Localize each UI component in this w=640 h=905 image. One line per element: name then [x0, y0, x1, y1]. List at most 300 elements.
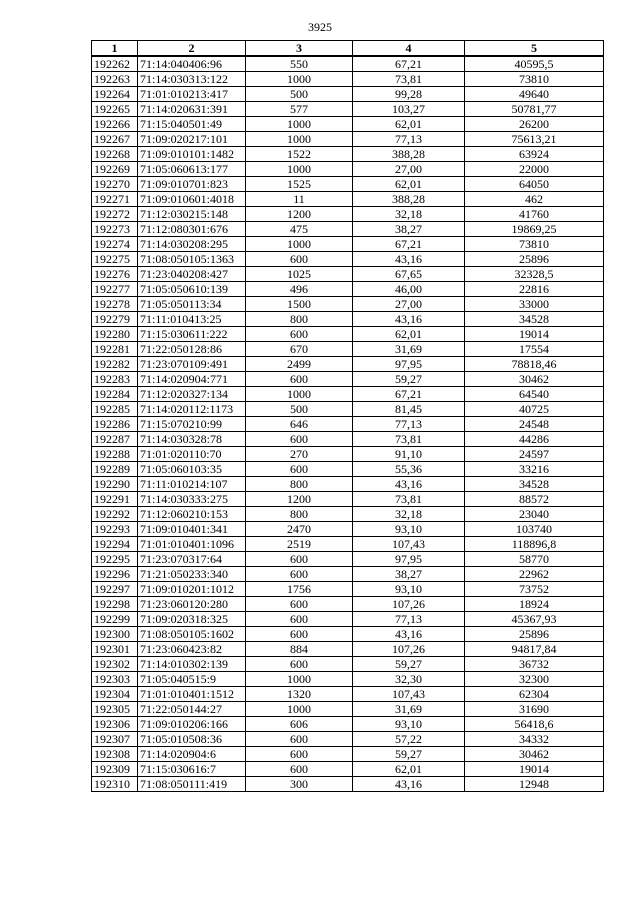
row-number-cell: 192279 [92, 312, 138, 327]
table-row [92, 507, 604, 522]
table-row [92, 477, 604, 492]
amount-cell: 58770 [465, 552, 604, 567]
row-number-cell: 192282 [92, 357, 138, 372]
amount-cell: 19014 [465, 327, 604, 342]
cadastral-number-cell: 71:01:010401:1096 [138, 537, 246, 552]
row-number-cell: 192297 [92, 582, 138, 597]
amount-cell: 19014 [465, 762, 604, 777]
cadastral-number-cell: 71:05:010508:36 [138, 732, 246, 747]
amount-cell: 31690 [465, 702, 604, 717]
area-cell: 600 [246, 552, 353, 567]
table-row [92, 237, 604, 252]
rate-cell: 55,36 [353, 462, 465, 477]
table-row [92, 687, 604, 702]
table-row [92, 447, 604, 462]
row-number-cell: 192300 [92, 627, 138, 642]
rate-cell: 107,26 [353, 642, 465, 657]
cadastral-number-cell: 71:14:020112:1173 [138, 402, 246, 417]
table-row [92, 612, 604, 627]
cadastral-number-cell: 71:09:010601:4018 [138, 192, 246, 207]
table-row [92, 342, 604, 357]
table-row [92, 417, 604, 432]
table-row [92, 207, 604, 222]
amount-cell: 22962 [465, 567, 604, 582]
row-number-cell: 192275 [92, 252, 138, 267]
row-number-cell: 192304 [92, 687, 138, 702]
row-number-cell: 192281 [92, 342, 138, 357]
row-number-cell: 192307 [92, 732, 138, 747]
table-row [92, 327, 604, 342]
area-cell: 600 [246, 612, 353, 627]
rate-cell: 43,16 [353, 627, 465, 642]
row-number-cell: 192284 [92, 387, 138, 402]
rate-cell: 91,10 [353, 447, 465, 462]
area-cell: 300 [246, 777, 353, 792]
amount-cell: 462 [465, 192, 604, 207]
amount-cell: 41760 [465, 207, 604, 222]
area-cell: 1000 [246, 72, 353, 87]
table-row [92, 56, 604, 72]
row-number-cell: 192309 [92, 762, 138, 777]
cadastral-number-cell: 71:15:070210:99 [138, 417, 246, 432]
row-number-cell: 192286 [92, 417, 138, 432]
rate-cell: 388,28 [353, 147, 465, 162]
amount-cell: 73810 [465, 237, 604, 252]
column-header-1: 1 [92, 41, 138, 57]
table-row [92, 222, 604, 237]
amount-cell: 34528 [465, 477, 604, 492]
table-row [92, 177, 604, 192]
rate-cell: 77,13 [353, 612, 465, 627]
area-cell: 496 [246, 282, 353, 297]
rate-cell: 27,00 [353, 297, 465, 312]
rate-cell: 107,43 [353, 537, 465, 552]
rate-cell: 38,27 [353, 222, 465, 237]
rate-cell: 67,21 [353, 387, 465, 402]
cadastral-number-cell: 71:08:050111:419 [138, 777, 246, 792]
rate-cell: 59,27 [353, 372, 465, 387]
cadastral-number-cell: 71:05:060613:177 [138, 162, 246, 177]
area-cell: 1756 [246, 582, 353, 597]
cadastral-number-cell: 71:09:010101:1482 [138, 147, 246, 162]
area-cell: 1000 [246, 702, 353, 717]
amount-cell: 49640 [465, 87, 604, 102]
amount-cell: 40725 [465, 402, 604, 417]
row-number-cell: 192273 [92, 222, 138, 237]
table-row [92, 627, 604, 642]
cadastral-number-cell: 71:14:030333:275 [138, 492, 246, 507]
amount-cell: 34528 [465, 312, 604, 327]
cadastral-number-cell: 71:22:050128:86 [138, 342, 246, 357]
table-row [92, 702, 604, 717]
cadastral-number-cell: 71:09:010206:166 [138, 717, 246, 732]
column-header-5: 5 [465, 41, 604, 57]
rate-cell: 62,01 [353, 177, 465, 192]
cadastral-number-cell: 71:05:060103:35 [138, 462, 246, 477]
amount-cell: 94817,84 [465, 642, 604, 657]
amount-cell: 22000 [465, 162, 604, 177]
amount-cell: 78818,46 [465, 357, 604, 372]
amount-cell: 22816 [465, 282, 604, 297]
cadastral-number-cell: 71:15:040501:49 [138, 117, 246, 132]
area-cell: 600 [246, 657, 353, 672]
table-row [92, 282, 604, 297]
table-row [92, 747, 604, 762]
page-number: 3925 [308, 20, 332, 34]
area-cell: 600 [246, 597, 353, 612]
cadastral-number-cell: 71:09:010201:1012 [138, 582, 246, 597]
rate-cell: 73,81 [353, 72, 465, 87]
table-row [92, 537, 604, 552]
amount-cell: 25896 [465, 627, 604, 642]
cadastral-number-cell: 71:12:080301:676 [138, 222, 246, 237]
cadastral-number-cell: 71:21:050233:340 [138, 567, 246, 582]
row-number-cell: 192265 [92, 102, 138, 117]
rate-cell: 107,26 [353, 597, 465, 612]
data-table [91, 40, 604, 792]
row-number-cell: 192295 [92, 552, 138, 567]
column-header-2: 2 [138, 41, 246, 57]
table-row [92, 762, 604, 777]
cadastral-number-cell: 71:11:010214:107 [138, 477, 246, 492]
table-row [92, 252, 604, 267]
area-cell: 1000 [246, 117, 353, 132]
cadastral-number-cell: 71:12:060210:153 [138, 507, 246, 522]
area-cell: 1500 [246, 297, 353, 312]
table-row [92, 312, 604, 327]
row-number-cell: 192262 [92, 56, 138, 72]
table-row [92, 567, 604, 582]
cadastral-number-cell: 71:12:030215:148 [138, 207, 246, 222]
rate-cell: 99,28 [353, 87, 465, 102]
rate-cell: 93,10 [353, 717, 465, 732]
row-number-cell: 192303 [92, 672, 138, 687]
rate-cell: 43,16 [353, 477, 465, 492]
rate-cell: 97,95 [353, 357, 465, 372]
rate-cell: 388,28 [353, 192, 465, 207]
table-row [92, 642, 604, 657]
row-number-cell: 192305 [92, 702, 138, 717]
rate-cell: 97,95 [353, 552, 465, 567]
cadastral-number-cell: 71:23:040208:427 [138, 267, 246, 282]
row-number-cell: 192291 [92, 492, 138, 507]
row-number-cell: 192277 [92, 282, 138, 297]
row-number-cell: 192274 [92, 237, 138, 252]
cadastral-number-cell: 71:14:030208:295 [138, 237, 246, 252]
rate-cell: 103,27 [353, 102, 465, 117]
area-cell: 800 [246, 507, 353, 522]
cadastral-number-cell: 71:05:040515:9 [138, 672, 246, 687]
area-cell: 600 [246, 252, 353, 267]
cadastral-number-cell: 71:01:020110:70 [138, 447, 246, 462]
area-cell: 2499 [246, 357, 353, 372]
rate-cell: 27,00 [353, 162, 465, 177]
rate-cell: 57,22 [353, 732, 465, 747]
table-body [92, 56, 604, 792]
table-header [92, 41, 604, 57]
table-row [92, 732, 604, 747]
amount-cell: 30462 [465, 372, 604, 387]
area-cell: 800 [246, 477, 353, 492]
amount-cell: 45367,93 [465, 612, 604, 627]
cadastral-number-cell: 71:09:020217:101 [138, 132, 246, 147]
rate-cell: 93,10 [353, 582, 465, 597]
rate-cell: 62,01 [353, 117, 465, 132]
rate-cell: 77,13 [353, 132, 465, 147]
rate-cell: 81,45 [353, 402, 465, 417]
area-cell: 884 [246, 642, 353, 657]
amount-cell: 33216 [465, 462, 604, 477]
table-row [92, 672, 604, 687]
row-number-cell: 192306 [92, 717, 138, 732]
table-row [92, 372, 604, 387]
amount-cell: 103740 [465, 522, 604, 537]
cadastral-number-cell: 71:23:060423:82 [138, 642, 246, 657]
rate-cell: 62,01 [353, 762, 465, 777]
cadastral-number-cell: 71:09:010401:341 [138, 522, 246, 537]
amount-cell: 118896,8 [465, 537, 604, 552]
table-row [92, 402, 604, 417]
area-cell: 600 [246, 627, 353, 642]
row-number-cell: 192278 [92, 297, 138, 312]
area-cell: 600 [246, 372, 353, 387]
table-row [92, 147, 604, 162]
table-header-row [92, 41, 604, 57]
column-header-4: 4 [353, 41, 465, 57]
cadastral-number-cell: 71:15:030611:222 [138, 327, 246, 342]
amount-cell: 44286 [465, 432, 604, 447]
rate-cell: 67,65 [353, 267, 465, 282]
area-cell: 500 [246, 402, 353, 417]
area-cell: 11 [246, 192, 353, 207]
amount-cell: 50781,77 [465, 102, 604, 117]
area-cell: 600 [246, 462, 353, 477]
table-row [92, 87, 604, 102]
area-cell: 1025 [246, 267, 353, 282]
table-row [92, 162, 604, 177]
row-number-cell: 192308 [92, 747, 138, 762]
amount-cell: 24548 [465, 417, 604, 432]
area-cell: 600 [246, 747, 353, 762]
row-number-cell: 192271 [92, 192, 138, 207]
rate-cell: 93,10 [353, 522, 465, 537]
amount-cell: 24597 [465, 447, 604, 462]
row-number-cell: 192302 [92, 657, 138, 672]
cadastral-number-cell: 71:23:070317:64 [138, 552, 246, 567]
row-number-cell: 192266 [92, 117, 138, 132]
rate-cell: 32,30 [353, 672, 465, 687]
rate-cell: 77,13 [353, 417, 465, 432]
area-cell: 475 [246, 222, 353, 237]
amount-cell: 25896 [465, 252, 604, 267]
table-row [92, 717, 604, 732]
column-header-3: 3 [246, 41, 353, 57]
cadastral-number-cell: 71:01:010213:417 [138, 87, 246, 102]
area-cell: 1000 [246, 162, 353, 177]
area-cell: 600 [246, 762, 353, 777]
amount-cell: 32300 [465, 672, 604, 687]
table-row [92, 462, 604, 477]
rate-cell: 59,27 [353, 747, 465, 762]
amount-cell: 73810 [465, 72, 604, 87]
area-cell: 1000 [246, 672, 353, 687]
row-number-cell: 192287 [92, 432, 138, 447]
area-cell: 600 [246, 567, 353, 582]
rate-cell: 43,16 [353, 252, 465, 267]
row-number-cell: 192280 [92, 327, 138, 342]
area-cell: 600 [246, 732, 353, 747]
area-cell: 606 [246, 717, 353, 732]
cadastral-number-cell: 71:14:020904:771 [138, 372, 246, 387]
amount-cell: 36732 [465, 657, 604, 672]
table-row [92, 597, 604, 612]
cadastral-number-cell: 71:23:070109:491 [138, 357, 246, 372]
rate-cell: 38,27 [353, 567, 465, 582]
rate-cell: 32,18 [353, 507, 465, 522]
area-cell: 1200 [246, 492, 353, 507]
cadastral-number-cell: 71:14:020904:6 [138, 747, 246, 762]
row-number-cell: 192270 [92, 177, 138, 192]
row-number-cell: 192301 [92, 642, 138, 657]
amount-cell: 64540 [465, 387, 604, 402]
cadastral-number-cell: 71:09:020318:325 [138, 612, 246, 627]
area-cell: 550 [246, 56, 353, 72]
area-cell: 270 [246, 447, 353, 462]
table-row [92, 582, 604, 597]
area-cell: 1320 [246, 687, 353, 702]
amount-cell: 63924 [465, 147, 604, 162]
cadastral-number-cell: 71:14:010302:139 [138, 657, 246, 672]
area-cell: 600 [246, 432, 353, 447]
table-row [92, 552, 604, 567]
area-cell: 1000 [246, 132, 353, 147]
area-cell: 500 [246, 87, 353, 102]
table-row [92, 297, 604, 312]
row-number-cell: 192290 [92, 477, 138, 492]
row-number-cell: 192298 [92, 597, 138, 612]
amount-cell: 12948 [465, 777, 604, 792]
amount-cell: 73752 [465, 582, 604, 597]
row-number-cell: 192288 [92, 447, 138, 462]
table-row [92, 387, 604, 402]
row-number-cell: 192294 [92, 537, 138, 552]
amount-cell: 19869,25 [465, 222, 604, 237]
row-number-cell: 192269 [92, 162, 138, 177]
area-cell: 1000 [246, 237, 353, 252]
amount-cell: 64050 [465, 177, 604, 192]
amount-cell: 34332 [465, 732, 604, 747]
row-number-cell: 192283 [92, 372, 138, 387]
table-row [92, 357, 604, 372]
row-number-cell: 192289 [92, 462, 138, 477]
amount-cell: 23040 [465, 507, 604, 522]
area-cell: 1200 [246, 207, 353, 222]
rate-cell: 73,81 [353, 492, 465, 507]
area-cell: 670 [246, 342, 353, 357]
amount-cell: 18924 [465, 597, 604, 612]
table-row [92, 267, 604, 282]
cadastral-number-cell: 71:22:050144:27 [138, 702, 246, 717]
row-number-cell: 192310 [92, 777, 138, 792]
rate-cell: 107,43 [353, 687, 465, 702]
cadastral-number-cell: 71:12:020327:134 [138, 387, 246, 402]
amount-cell: 30462 [465, 747, 604, 762]
row-number-cell: 192272 [92, 207, 138, 222]
table-row [92, 102, 604, 117]
rate-cell: 31,69 [353, 702, 465, 717]
amount-cell: 40595,5 [465, 56, 604, 72]
rate-cell: 67,21 [353, 56, 465, 72]
amount-cell: 62304 [465, 687, 604, 702]
table-row [92, 117, 604, 132]
rate-cell: 46,00 [353, 282, 465, 297]
area-cell: 1000 [246, 387, 353, 402]
cadastral-number-cell: 71:14:030328:78 [138, 432, 246, 447]
rate-cell: 73,81 [353, 432, 465, 447]
row-number-cell: 192296 [92, 567, 138, 582]
amount-cell: 75613,21 [465, 132, 604, 147]
rate-cell: 67,21 [353, 237, 465, 252]
table-row [92, 192, 604, 207]
rate-cell: 31,69 [353, 342, 465, 357]
rate-cell: 32,18 [353, 207, 465, 222]
row-number-cell: 192268 [92, 147, 138, 162]
row-number-cell: 192292 [92, 507, 138, 522]
rate-cell: 62,01 [353, 327, 465, 342]
row-number-cell: 192293 [92, 522, 138, 537]
amount-cell: 33000 [465, 297, 604, 312]
cadastral-number-cell: 71:05:050610:139 [138, 282, 246, 297]
row-number-cell: 192299 [92, 612, 138, 627]
cadastral-number-cell: 71:01:010401:1512 [138, 687, 246, 702]
cadastral-number-cell: 71:05:050113:34 [138, 297, 246, 312]
area-cell: 1522 [246, 147, 353, 162]
table-row [92, 72, 604, 87]
area-cell: 577 [246, 102, 353, 117]
amount-cell: 88572 [465, 492, 604, 507]
cadastral-number-cell: 71:14:020631:391 [138, 102, 246, 117]
area-cell: 646 [246, 417, 353, 432]
table-row [92, 132, 604, 147]
amount-cell: 17554 [465, 342, 604, 357]
rate-cell: 59,27 [353, 657, 465, 672]
cadastral-number-cell: 71:23:060120:280 [138, 597, 246, 612]
amount-cell: 56418,6 [465, 717, 604, 732]
table-row [92, 432, 604, 447]
amount-cell: 26200 [465, 117, 604, 132]
amount-cell: 32328,5 [465, 267, 604, 282]
cadastral-number-cell: 71:15:030616:7 [138, 762, 246, 777]
row-number-cell: 192285 [92, 402, 138, 417]
area-cell: 800 [246, 312, 353, 327]
rate-cell: 43,16 [353, 312, 465, 327]
table-row [92, 777, 604, 792]
cadastral-number-cell: 71:14:030313:122 [138, 72, 246, 87]
row-number-cell: 192263 [92, 72, 138, 87]
table-row [92, 522, 604, 537]
area-cell: 2470 [246, 522, 353, 537]
area-cell: 1525 [246, 177, 353, 192]
row-number-cell: 192276 [92, 267, 138, 282]
rate-cell: 43,16 [353, 777, 465, 792]
table-row [92, 657, 604, 672]
table-row [92, 492, 604, 507]
cadastral-number-cell: 71:11:010413:25 [138, 312, 246, 327]
area-cell: 2519 [246, 537, 353, 552]
row-number-cell: 192264 [92, 87, 138, 102]
cadastral-number-cell: 71:08:050105:1363 [138, 252, 246, 267]
area-cell: 600 [246, 327, 353, 342]
